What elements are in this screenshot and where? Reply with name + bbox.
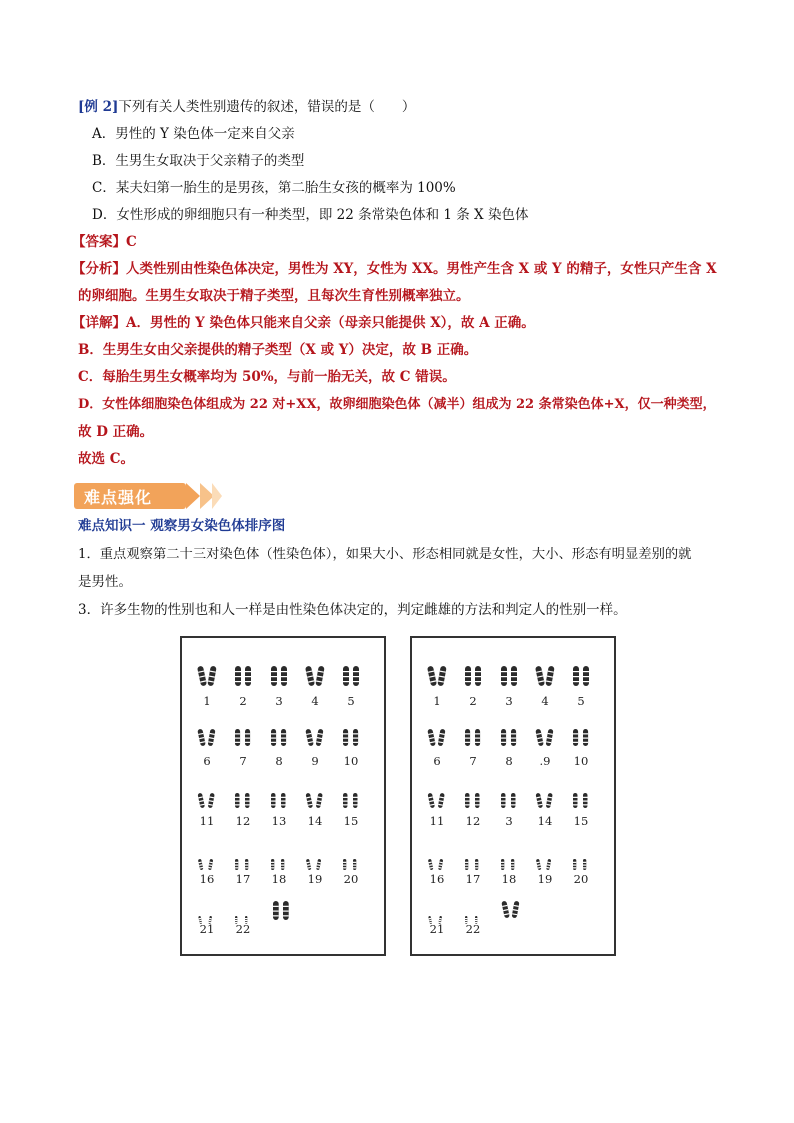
chromosome-pair-10 <box>568 722 594 750</box>
chromosome-number-label: 1 <box>203 694 211 708</box>
chromosome-number-label: 8 <box>505 754 513 768</box>
chromosome-number-label: 19 <box>307 872 323 886</box>
chromosome-pair-19 <box>532 846 558 874</box>
chromosome-pair-13 <box>266 784 292 812</box>
chromosome-pair-19 <box>302 846 328 874</box>
knowledge-point-1-line-1: 1．重点观察第二十三对染色体（性染色体），如果大小、形态相同就是女性，大小、形态有明显差别的就 <box>78 547 692 562</box>
chromosome-number-label: 3 <box>505 814 513 828</box>
banner-title: 难点强化 <box>84 488 153 507</box>
chromosome-pair-17 <box>230 846 256 874</box>
chevron-right-icon <box>186 483 200 509</box>
chromosome-number-label: 4 <box>311 694 319 708</box>
chromosome-pair-16 <box>194 846 220 874</box>
chromosome-pair-12 <box>230 784 256 812</box>
chromosome-pair-18 <box>266 846 292 874</box>
chromosome-pair-.9 <box>532 722 558 750</box>
analysis-label: 【分析】 <box>72 261 126 277</box>
chromosome-number-label: 14 <box>307 814 323 828</box>
chromosome-number-label: 17 <box>235 872 251 886</box>
chromosome-pair-9 <box>302 722 328 750</box>
detail-line-5: 故 D 正确。 <box>78 424 154 440</box>
chromosome-pair-4 <box>532 662 558 690</box>
chromosome-number-label: 2 <box>469 694 477 708</box>
chromosome-pair-6 <box>194 722 220 750</box>
chromosome-number-label: 13 <box>271 814 287 828</box>
chromosome-pair-1 <box>194 662 220 690</box>
chromosome-pair-15 <box>568 784 594 812</box>
chromosome-number-label: 19 <box>537 872 553 886</box>
chromosome-number-label: 16 <box>199 872 215 886</box>
chromosome-number-label: 3 <box>505 694 513 708</box>
option-b: B．生男生女取决于父亲精子的类型 <box>92 153 305 169</box>
detail-text-1: A．男性的 Y 染色体只能来自父亲（母亲只能提供 X），故 A 正确。 <box>126 315 535 331</box>
chromosome-number-label: 17 <box>465 872 481 886</box>
chromosome-number-label: 20 <box>343 872 359 886</box>
chromosome-pair-6 <box>424 722 450 750</box>
chromosome-pair-5 <box>568 662 594 690</box>
chromosome-number-label: 22 <box>235 922 251 936</box>
chromosome-pair-3 <box>496 662 522 690</box>
chromosome-number-label: 10 <box>573 754 589 768</box>
analysis-text-1: 人类性别由性染色体决定，男性为 XY，女性为 XX。男性产生含 X 或 Y 的精子，女性只产生含 X <box>126 261 717 277</box>
chromosome-pair-4 <box>302 662 328 690</box>
chromosome-number-label: 7 <box>469 754 477 768</box>
knowledge-point-1-line-2: 是男性。 <box>78 574 132 590</box>
knowledge-title: 难点知识一 观察男女染色体排序图 <box>78 518 286 534</box>
chromosome-number-label: 11 <box>429 814 445 828</box>
chromosome-pair-20 <box>568 846 594 874</box>
chromosome-pair-8 <box>496 722 522 750</box>
detail-line-1 <box>72 313 535 333</box>
chromosome-pair-8 <box>266 722 292 750</box>
chromosome-number-label: 18 <box>501 872 517 886</box>
chromosome-number-label: 5 <box>347 694 355 708</box>
sex-chromosome-pair <box>498 894 524 922</box>
chromosome-number-label: 21 <box>199 922 215 936</box>
chromosome-number-label: 9 <box>311 754 319 768</box>
detail-conclusion: 故选 C。 <box>78 451 134 467</box>
chromosome-pair-11 <box>424 784 450 812</box>
section-banner <box>74 483 220 509</box>
chromosome-number-label: 12 <box>235 814 251 828</box>
karyotype-panel-male <box>180 636 386 956</box>
chromosome-pair-3 <box>496 784 522 812</box>
chromosome-pair-18 <box>496 846 522 874</box>
chromosome-pair-3 <box>266 662 292 690</box>
example-question-line <box>78 97 415 117</box>
chromosome-pair-15 <box>338 784 364 812</box>
chromosome-number-label: .9 <box>539 754 551 768</box>
chromosome-pair-11 <box>194 784 220 812</box>
chromosome-number-label: 5 <box>577 694 585 708</box>
chromosome-pair-2 <box>230 662 256 690</box>
chromosome-pair-2 <box>460 662 486 690</box>
chromosome-number-label: 2 <box>239 694 247 708</box>
chromosome-pair-10 <box>338 722 364 750</box>
chromosome-number-label: 6 <box>433 754 441 768</box>
chromosome-number-label: 20 <box>573 872 589 886</box>
analysis-line-1 <box>72 259 717 279</box>
chromosome-pair-7 <box>230 722 256 750</box>
chromosome-number-label: 14 <box>537 814 553 828</box>
chromosome-pair-5 <box>338 662 364 690</box>
answer-value: C <box>126 234 137 250</box>
chromosome-number-label: 18 <box>271 872 287 886</box>
chromosome-number-label: 10 <box>343 754 359 768</box>
chromosome-number-label: 15 <box>343 814 359 828</box>
chromosome-pair-16 <box>424 846 450 874</box>
karyotype-panel-female <box>410 636 616 956</box>
detail-line-4: D．女性体细胞染色体组成为 22 对+XX，故卵细胞染色体（减半）组成为 22 条常染色体+X，仅一种类型， <box>78 397 716 412</box>
chromosome-number-label: 21 <box>429 922 445 936</box>
chromosome-number-label: 1 <box>433 694 441 708</box>
detail-line-3: C．每胎生男生女概率均为 50%，与前一胎无关，故 C 错误。 <box>78 369 456 385</box>
chromosome-number-label: 8 <box>275 754 283 768</box>
detail-line-2: B．生男生女由父亲提供的精子类型（X 或 Y）决定，故 B 正确。 <box>78 342 478 358</box>
detail-label: 【详解】 <box>72 315 126 331</box>
option-a: A．男性的 Y 染色体一定来自父亲 <box>92 126 295 142</box>
chromosome-pair-20 <box>338 846 364 874</box>
analysis-line-2: 的卵细胞。生男生女取决于精子类型，且每次生育性别概率独立。 <box>78 288 470 304</box>
example-tag: [例 2] <box>78 99 119 115</box>
answer-label: 【答案】 <box>72 234 126 250</box>
chromosome-number-label: 16 <box>429 872 445 886</box>
chromosome-number-label: 4 <box>541 694 549 708</box>
option-c: C．某夫妇第一胎生的是男孩，第二胎生女孩的概率为 100% <box>92 180 456 196</box>
sex-chromosome-pair <box>268 896 294 924</box>
chromosome-number-label: 11 <box>199 814 215 828</box>
option-d: D．女性形成的卵细胞只有一种类型，即 22 条常染色体和 1 条 X 染色体 <box>92 207 529 223</box>
chromosome-pair-14 <box>302 784 328 812</box>
chromosome-pair-7 <box>460 722 486 750</box>
chromosome-pair-17 <box>460 846 486 874</box>
chromosome-number-label: 22 <box>465 922 481 936</box>
knowledge-point-3: 3．许多生物的性别也和人一样是由性染色体决定的，判定雌雄的方法和判定人的性别一样。 <box>78 602 627 618</box>
chevron-right-icon <box>212 483 222 509</box>
chromosome-pair-1 <box>424 662 450 690</box>
example-question: 下列有关人类性别遗传的叙述，错误的是（ ） <box>118 99 416 115</box>
chromosome-pair-14 <box>532 784 558 812</box>
chromosome-number-label: 12 <box>465 814 481 828</box>
chromosome-number-label: 3 <box>275 694 283 708</box>
chromosome-number-label: 6 <box>203 754 211 768</box>
chromosome-number-label: 15 <box>573 814 589 828</box>
chromosome-number-label: 7 <box>239 754 247 768</box>
chromosome-pair-12 <box>460 784 486 812</box>
answer-line <box>72 232 137 252</box>
